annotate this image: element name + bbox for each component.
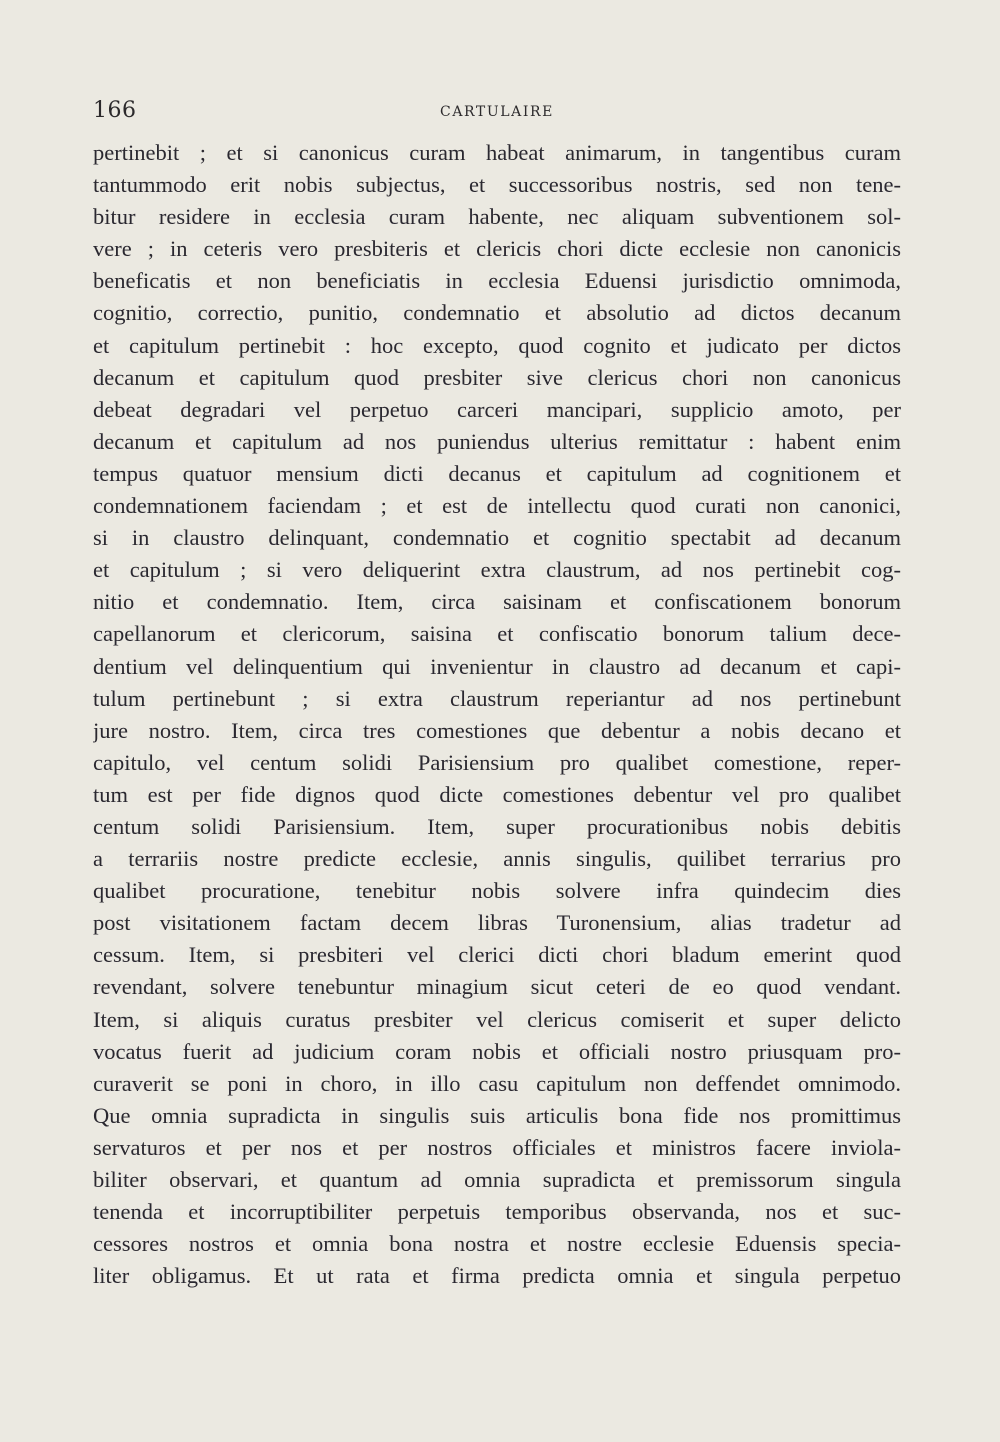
text-line: vere ; in ceteris vero presbiteris et clericis chori dicte ecclesie non canonicis — [93, 236, 901, 262]
text-line: capellanorum et clericorum, saisina et confiscatio bonorum talium dece- — [93, 621, 901, 647]
text-line: beneficatis et non beneficiatis in ecclesia Eduensi jurisdictio omnimoda, — [93, 268, 901, 294]
text-line: a terrariis nostre predicte ecclesie, annis singulis, quilibet terrarius pro — [93, 846, 901, 872]
text-line: qualibet procuratione, tenebitur nobis solvere infra quindecim dies — [93, 878, 901, 904]
text-line: curaverit se poni in choro, in illo casu capitulum non deffendet omnimodo. — [93, 1070, 901, 1096]
text-line: si in claustro delinquant, condemnatio et cognitio spectabit ad decanum — [93, 525, 901, 551]
text-line: centum solidi Parisiensium. Item, super procurationibus nobis debitis — [93, 813, 901, 839]
running-head: CARTULAIRE — [440, 104, 554, 120]
text-line: et capitulum pertinebit : hoc excepto, quod cognito et judicato per dictos — [93, 332, 901, 358]
text-line: pertinebit ; et si canonicus curam habeat animarum, in tangentibus curam — [93, 140, 901, 165]
text-line: vocatus fuerit ad judicium coram nobis et officiali nostro priusquam pro- — [93, 1038, 901, 1064]
text-line: jure nostro. Item, circa tres comestiones que debentur a nobis decano et — [93, 717, 901, 743]
text-line: capitulo, vel centum solidi Parisiensium pro qualibet comestione, reper- — [93, 749, 901, 775]
text-line: et capitulum ; si vero deliquerint extra claustrum, ad nos pertinebit cog- — [93, 557, 901, 583]
text-line: tantummodo erit nobis subjectus, et successoribus nostris, sed non tene- — [93, 172, 901, 198]
text-line: tum est per fide dignos quod dicte comestiones debentur vel pro qualibet — [93, 781, 901, 807]
text-line: liter obligamus. Et ut rata et firma predicta omnia et singula perpetuo — [93, 1263, 901, 1289]
page-number: 166 — [93, 98, 137, 123]
text-line: Que omnia supradicta in singulis suis articulis bona fide nos promittimus — [93, 1102, 901, 1128]
text-line: bitur residere in ecclesia curam habente, nec aliquam subventionem sol- — [93, 204, 901, 230]
text-line: tulum pertinebunt ; si extra claustrum reperiantur ad nos pertinebunt — [93, 685, 901, 711]
text-line: cessum. Item, si presbiteri vel clerici dicti chori bladum emerint quod — [93, 942, 901, 968]
body-text — [93, 137, 901, 1292]
text-line: cognitio, correctio, punitio, condemnatio et absolutio ad dictos decanum — [93, 300, 901, 326]
text-line: revendant, solvere tenebuntur minagium sicut ceteri de eo quod vendant. — [93, 974, 901, 1000]
text-line: decanum et capitulum quod presbiter sive clericus chori non canonicus — [93, 364, 901, 390]
text-line: cessores nostros et omnia bona nostra et nostre ecclesie Eduensis specia- — [93, 1231, 901, 1257]
text-line: servaturos et per nos et per nostros officiales et ministros facere inviola- — [93, 1134, 901, 1160]
text-line: tempus quatuor mensium dicti decanus et capitulum ad cognitionem et — [93, 460, 901, 486]
text-line: debeat degradari vel perpetuo carceri mancipari, supplicio amoto, per — [93, 396, 901, 422]
text-line: dentium vel delinquentium qui invenientur in claustro ad decanum et capi- — [93, 653, 901, 679]
text-line: tenenda et incorruptibiliter perpetuis temporibus observanda, nos et suc- — [93, 1199, 901, 1225]
text-line: condemnationem faciendam ; et est de intellectu quod curati non canonici, — [93, 493, 901, 519]
text-line: decanum et capitulum ad nos puniendus ulterius remittatur : habent enim — [93, 428, 901, 454]
text-line: biliter observari, et quantum ad omnia supradicta et premissorum singula — [93, 1167, 901, 1192]
page-header — [93, 98, 901, 128]
text-line: nitio et condemnatio. Item, circa saisinam et confiscationem bonorum — [93, 589, 901, 615]
text-line: post visitationem factam decem libras Turonensium, alias tradetur ad — [93, 910, 901, 936]
text-line: Item, si aliquis curatus presbiter vel clericus comiserit et super delicto — [93, 1006, 901, 1032]
